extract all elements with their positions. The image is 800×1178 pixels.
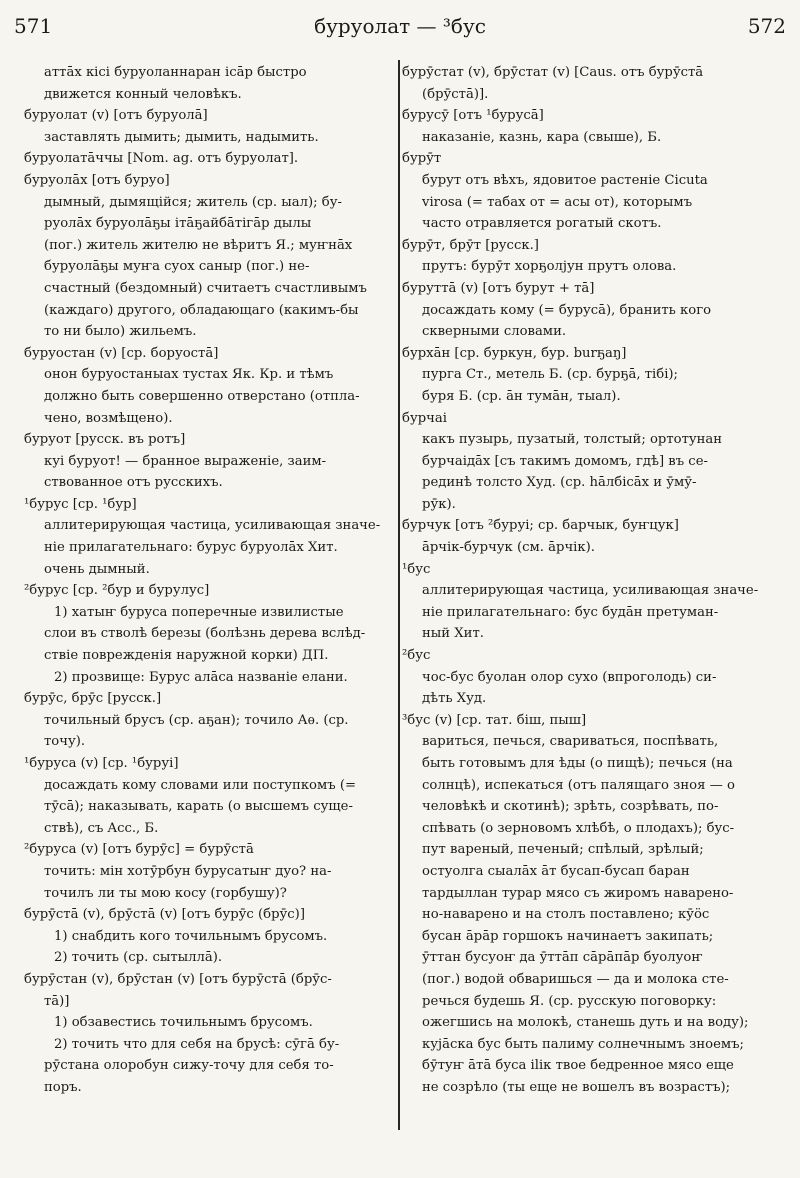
dictionary-line: не созрѣло (ты еще не вошелъ въ возрастъ);: [422, 1079, 731, 1095]
left-page-number: 571: [14, 14, 53, 38]
dictionary-line: руолāх буруолāҕы ітāҕайбāтігāр дылы: [44, 216, 312, 232]
dictionary-line: бурӯстат (v), брӯстат (v) [Caus. отъ бурӯстā: [402, 65, 704, 80]
dictionary-line: ӯттан бусуоҥ да ӯттāп сāрāпāр буолуоҥ: [422, 950, 703, 966]
dictionary-line: бурӯт, брӯт [русск.]: [402, 237, 539, 253]
dictionary-line: быть готовымъ для ѣды (о пищѣ); печься (на: [422, 756, 733, 771]
dictionary-line: досаждать кому словами или поступкомъ (=: [44, 777, 357, 793]
dictionary-line: точилъ ли ты мою косу (горбушу)?: [44, 885, 287, 901]
dictionary-line: должно быть совершенно отверстано (отпла-: [44, 388, 360, 404]
dictionary-line: дымный, дымящійся; житель (ср. ыал); бу-: [44, 194, 342, 210]
dictionary-line: ²бурус [ср. ²бур и бурулус]: [24, 583, 210, 599]
column-divider: [398, 60, 400, 1130]
running-head: буруолат — ³бус: [314, 14, 486, 38]
dictionary-line: но-наварено и на столъ поставлено; кӯӧс: [422, 907, 710, 923]
dictionary-line: чос-бус буолан олор сухо (впроголодь) си-: [422, 669, 717, 685]
dictionary-line: очень дымный.: [44, 561, 150, 577]
dictionary-line: буруолат (v) [отъ буруолā]: [24, 108, 208, 124]
dictionary-line: ²буруса (v) [отъ бурӯс] = бурӯстā: [24, 842, 254, 858]
dictionary-line: буруот [русск. въ ротъ]: [24, 432, 186, 448]
dictionary-line: тардыллан турар мясо съ жиромъ наварено-: [422, 885, 734, 901]
right-column: [402, 62, 768, 1099]
dictionary-line: спѣвать (о зерновомъ хлѣбѣ, о плодахъ); бус-: [422, 820, 735, 836]
dictionary-line: бурчаі: [402, 410, 447, 426]
dictionary-line: движется конный человѣкъ.: [44, 86, 242, 102]
dictionary-line: пурга Ст., метель Б. (ср. бурҕā, тібі);: [422, 367, 678, 383]
dictionary-line: точу).: [44, 734, 86, 750]
dictionary-line: бурӯстā (v), брӯстā (v) [отъ бурӯс (брӯс)]: [24, 907, 305, 923]
dictionary-line: прутъ: бурӯт хорҕолјун прутъ олова.: [422, 259, 677, 275]
dictionary-line: ный Хит.: [422, 626, 484, 642]
dictionary-line: 1) хатыҥ буруса поперечные извилистые: [54, 604, 344, 620]
dictionary-line: 2) прозвище: Бурус алāса названіе елани.: [54, 669, 348, 685]
dictionary-line: буруолāҕы муҥа суох саныр (пог.) не-: [44, 259, 310, 275]
dictionary-line: вариться, печься, свариваться, поспѣвать,: [422, 734, 719, 750]
dictionary-line: ²бус: [402, 648, 431, 664]
dictionary-line: ¹бурус [ср. ¹бур]: [24, 496, 137, 512]
dictionary-line: ніе прилагательнаго: бус будāн претуман-: [422, 604, 719, 620]
page-header: [0, 0, 800, 52]
dictionary-line: буруостан (v) [ср. боруостā]: [24, 345, 219, 361]
dictionary-line: аллитерирующая частица, усиливающая значе-: [44, 518, 381, 534]
dictionary-line: точильный брусъ (ср. аҕан); точило Аѳ. (ср.: [44, 712, 349, 728]
dictionary-line: рӯстана олоробун сижу-точу для себя то-: [44, 1058, 334, 1074]
dictionary-line: бурчаідāх [съ такимъ домомъ, гдѣ] въ се-: [422, 453, 708, 469]
dictionary-line: бурхāн [ср. буркун, бур. burҕaŋ]: [402, 345, 627, 361]
dictionary-line: буруолатāччы [Nom. ag. отъ буруолат].: [24, 151, 299, 167]
dictionary-line: аттāх кісі буруоланнаран ісāр быстро: [44, 65, 307, 80]
dictionary-line: (брӯстā)].: [422, 86, 489, 102]
dictionary-line: поръ.: [44, 1079, 82, 1095]
dictionary-line: рӯк).: [422, 496, 456, 512]
dictionary-line: 1) снабдить кого точильнымъ брусомъ.: [54, 928, 328, 944]
dictionary-line: дѣть Худ.: [422, 691, 487, 707]
dictionary-line: солнцѣ), испекаться (отъ палящаго зноя — о: [422, 777, 735, 793]
dictionary-line: 2) точить что для себя на брусѣ: сӯгā бу-: [54, 1036, 340, 1052]
dictionary-line: ¹бус: [402, 561, 431, 577]
dictionary-line: ствіе поврежденія наружной корки) ДП.: [44, 648, 329, 664]
dictionary-line: человѣкѣ и скотинѣ); зрѣть, созрѣвать, по-: [422, 799, 719, 815]
dictionary-line: 2) точить (ср. сытыллā).: [54, 950, 223, 966]
dictionary-line: (пог.) водой обваришься — да и молока сте-: [422, 971, 729, 987]
dictionary-line: бурут отъ вѣхъ, ядовитое растеніе Cicuta: [422, 172, 708, 188]
dictionary-line: бусан āрāр горшокъ начинаетъ закипать;: [422, 928, 714, 944]
dictionary-line: чено, возмѣщено).: [44, 410, 173, 426]
dictionary-line: буря Б. (ср. āн тумāн, тыал).: [422, 388, 621, 404]
dictionary-line: (пог.) житель жителю не вѣритъ Я.; муҥнāх: [44, 237, 353, 253]
dictionary-line: куі буруот! — бранное выраженіе, заим-: [44, 453, 327, 469]
dictionary-line: бурусӯ [отъ ¹бурусā]: [402, 108, 544, 124]
dictionary-line: бурӯс, брӯс [русск.]: [24, 691, 162, 707]
dictionary-line: бурӯт: [402, 151, 442, 167]
dictionary-line: тӯсā); наказывать, карать (о высшемъ суще-: [44, 799, 353, 815]
dictionary-line: онон буруостаныах тустах Як. Кр. и тѣмъ: [44, 367, 334, 383]
dictionary-line: счастный (бездомный) считаетъ счастливымъ: [44, 280, 367, 296]
dictionary-line: 1) обзавестись точильнымъ брусомъ.: [54, 1015, 313, 1031]
dictionary-line: бурчук [отъ ²буруі; ср. барчык, буҥцук]: [402, 518, 679, 534]
dictionary-line: скверными словами.: [422, 324, 567, 340]
dictionary-line: аллитерирующая частица, усиливающая значе-: [422, 583, 759, 599]
dictionary-line: тā)]: [44, 993, 70, 1009]
dictionary-line: слои въ стволѣ березы (болѣзнь дерева вслѣд-: [44, 626, 366, 642]
dictionary-line: рединѣ толсто Худ. (ср. hāлбісāх и ӯмӯ-: [422, 475, 697, 491]
dictionary-line: то ни было) жильемъ.: [44, 324, 197, 340]
dictionary-line: точить: мін хотӯрбун бурусатыҥ дуо? на-: [44, 863, 332, 879]
dictionary-line: ³бус (v) [ср. тат. біш, пыш]: [402, 712, 587, 728]
dictionary-line: буруттā (v) [отъ бурут + тā]: [402, 280, 595, 296]
dictionary-line: (каждаго) другого, обладающаго (какимъ-бы: [44, 302, 359, 318]
dictionary-line: пут вареный, печеный; спѣлый, зрѣлый;: [422, 842, 704, 858]
dictionary-line: наказаніе, казнь, кара (свыше), Б.: [422, 129, 662, 145]
dictionary-line: ствованное отъ русскихъ.: [44, 475, 223, 491]
left-column: [24, 62, 384, 1099]
dictionary-line: буруолāх [отъ буруо]: [24, 172, 170, 188]
dictionary-line: бурӯстан (v), брӯстан (v) [отъ бурӯстā (брӯс-: [24, 971, 332, 987]
dictionary-line: ожегшись на молокѣ, станешь дуть и на воду);: [422, 1015, 749, 1031]
dictionary-line: ¹буруса (v) [ср. ¹буруі]: [24, 756, 179, 771]
dictionary-line: кујāска бус быть палиму солнечнымъ зноемъ;: [422, 1036, 744, 1052]
dictionary-line: часто отравляется рогатый скотъ.: [422, 216, 662, 232]
dictionary-line: речься будешь Я. (ср. русскую поговорку:: [422, 993, 717, 1009]
dictionary-line: ствѣ), съ Acc., Б.: [44, 820, 159, 836]
dictionary-line: досаждать кому (= бурусā), бранить кого: [422, 302, 712, 318]
dictionary-line: заставлять дымить; дымить, надымить.: [44, 129, 319, 145]
dictionary-line: остуолга сыалāх āт бусап-бусап баран: [422, 863, 690, 879]
dictionary-line: ніе прилагательнаго: бурус буруолāх Хит.: [44, 540, 338, 556]
right-page-number: 572: [747, 14, 786, 38]
dictionary-line: бӯтуҥ āтā буса іlік твое бедренное мясо еще: [422, 1058, 734, 1074]
dictionary-line: какъ пузырь, пузатый, толстый; ортотунан: [422, 432, 723, 448]
dictionary-line: virosa (= табах от = асы от), которымъ: [422, 194, 693, 210]
dictionary-line: āрчік-бурчук (см. āрчік).: [422, 540, 595, 556]
